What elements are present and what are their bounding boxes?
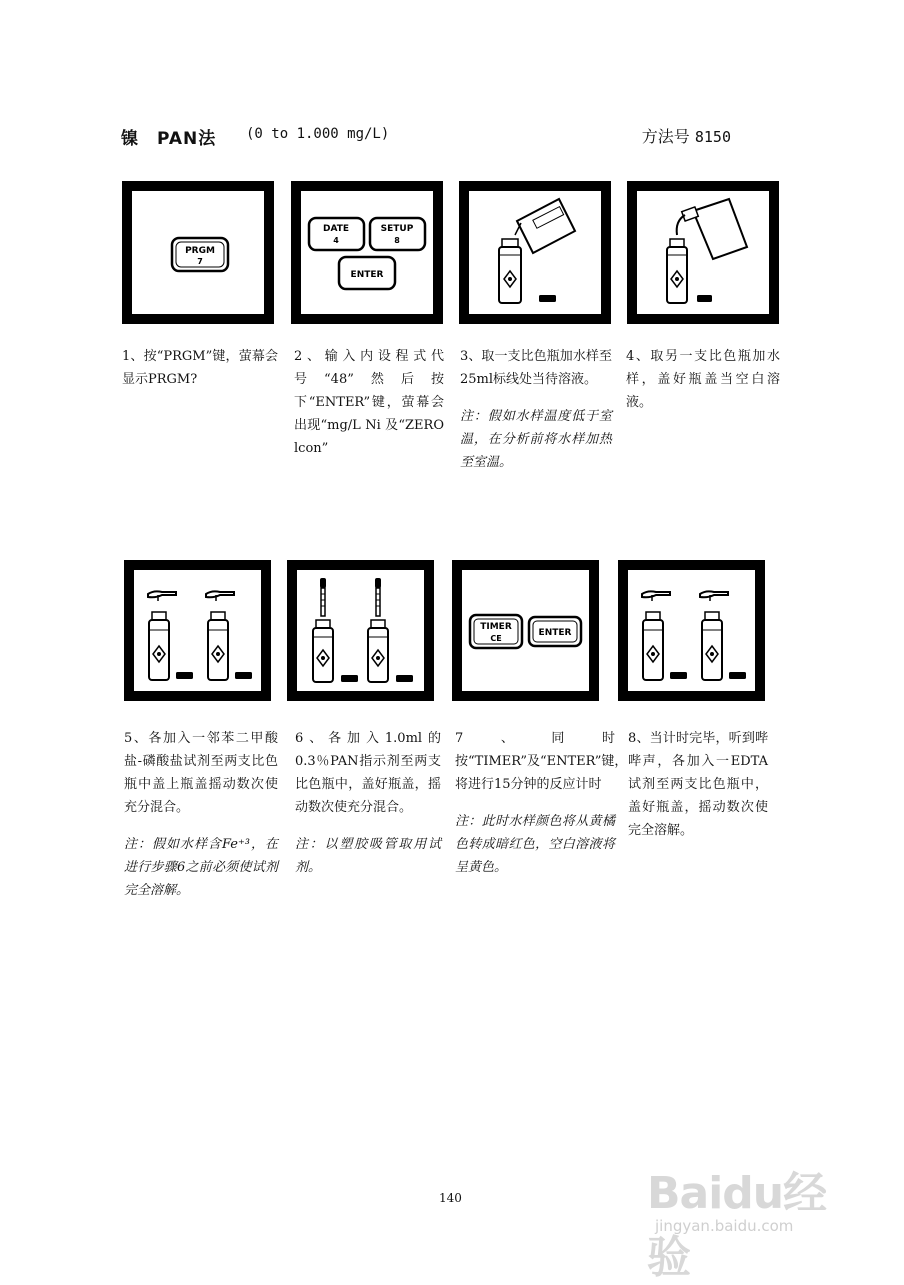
panel-step-4 — [627, 181, 779, 324]
key-label-timer: TIMER — [480, 622, 512, 632]
page-title: 镍 PAN法 — [121, 129, 217, 149]
step-5 — [124, 727, 278, 902]
bottle-icon — [702, 612, 722, 680]
key-label-4: 4 — [333, 236, 339, 245]
step-text: 8、当计时完毕，听到哔哔声，各加入一EDTA试剂至两支比色瓶中，盖好瓶盖，摇动数次使完全溶解。 — [628, 731, 768, 838]
cap-icon — [539, 295, 556, 302]
key-label-setup: SETUP — [380, 224, 414, 234]
panel-step-8 — [618, 560, 765, 701]
timer-key-icon — [470, 615, 522, 648]
key-label-8: 8 — [394, 236, 400, 245]
method-number — [642, 124, 731, 147]
step-2 — [294, 345, 444, 460]
watermark-url: jingyan.baidu.com — [655, 1217, 794, 1235]
step-7 — [455, 727, 628, 879]
cap-icon — [176, 672, 193, 679]
bottle-icon — [313, 620, 333, 682]
beaker-icon — [515, 199, 575, 253]
step-text: 2、输入内设程式代号“48”然后按下“ENTER”键，萤幕会出现“mg/L Ni 及“ZERO lcon” — [294, 349, 444, 456]
key-label-prgm: PRGM — [185, 246, 215, 256]
cap-icon — [729, 672, 746, 679]
concentration-range: (0 to 1.000 mg/L) — [246, 126, 390, 142]
panel-step-2 — [291, 181, 443, 324]
bottle-icon — [208, 612, 228, 680]
bottle-icon — [368, 620, 388, 682]
panel-step-1 — [122, 181, 274, 324]
key-label-enter: ENTER — [350, 270, 384, 280]
step-4 — [626, 345, 780, 414]
step-6 — [295, 727, 441, 879]
step-8 — [628, 727, 768, 842]
page-header — [121, 124, 731, 148]
bottle-icon — [499, 239, 521, 303]
method-label: 方法号 — [641, 127, 690, 146]
bottle-icon — [667, 239, 687, 303]
date-key-icon — [309, 218, 364, 250]
step-text: 4、取另一支比色瓶加水样，盖好瓶盖当空白溶液。 — [626, 349, 780, 410]
watermark — [641, 1145, 841, 1283]
step-text: 3、取一支比色瓶加水样至25ml标线处当待溶液。 — [460, 349, 612, 387]
spoon-icon — [148, 591, 234, 601]
watermark-logo: Baidu经验 — [647, 1168, 827, 1283]
cap-icon — [235, 672, 252, 679]
enter-key-icon — [339, 257, 395, 289]
step-3 — [460, 345, 612, 474]
step-text: 6、各加入1.0ml的0.3％PAN指示剂至两支比色瓶中，盖好瓶盖，摇动数次使充分混合。 — [295, 731, 441, 815]
bottle-icon — [149, 612, 169, 680]
dropper-icon — [320, 578, 381, 616]
panel-step-7 — [452, 560, 599, 701]
setup-key-icon — [370, 218, 425, 250]
cap-icon — [670, 672, 687, 679]
key-label-7: 7 — [197, 257, 203, 266]
spoon-icon — [642, 591, 728, 601]
cap-icon — [396, 675, 413, 682]
cap-icon — [341, 675, 358, 682]
step-1 — [122, 345, 278, 391]
step-note: 注：以塑胶吸管取用试剂。 — [295, 837, 441, 875]
prgm-key-icon — [172, 238, 228, 271]
panel-step-5 — [124, 560, 271, 701]
step-note: 注：假如水样含Fe⁺³，在进行步骤6之前必须使试剂完全溶解。 — [124, 837, 278, 898]
key-label-date: DATE — [322, 224, 350, 234]
key-label-ce: CE — [490, 634, 502, 643]
step-text: 1、按“PRGM”键，萤幕会显示PRGM? — [122, 349, 278, 387]
page-number: 140 — [439, 1191, 462, 1205]
step-text: 7、同时按“TIMER”及“ENTER”键，将进行15分钟的反应计时 — [455, 731, 628, 792]
step-text: 5、各加入一邻苯二甲酸盐-磷酸盐试剂至两支比色瓶中盖上瓶盖摇动数次使充分混合。 — [124, 731, 278, 815]
enter-key-icon — [529, 617, 581, 646]
panel-step-3 — [459, 181, 611, 324]
method-number-value: 8150 — [694, 128, 731, 146]
bottle-icon — [643, 612, 663, 680]
cap-icon — [697, 295, 712, 302]
step-note: 注：此时水样颜色将从黄橘色转成暗红色，空白溶液将呈黄色。 — [455, 814, 615, 875]
key-label-enter: ENTER — [538, 628, 572, 638]
panel-step-6 — [287, 560, 434, 701]
step-note: 注：假如水样温度低于室温，在分析前将水样加热至室温。 — [460, 409, 612, 470]
